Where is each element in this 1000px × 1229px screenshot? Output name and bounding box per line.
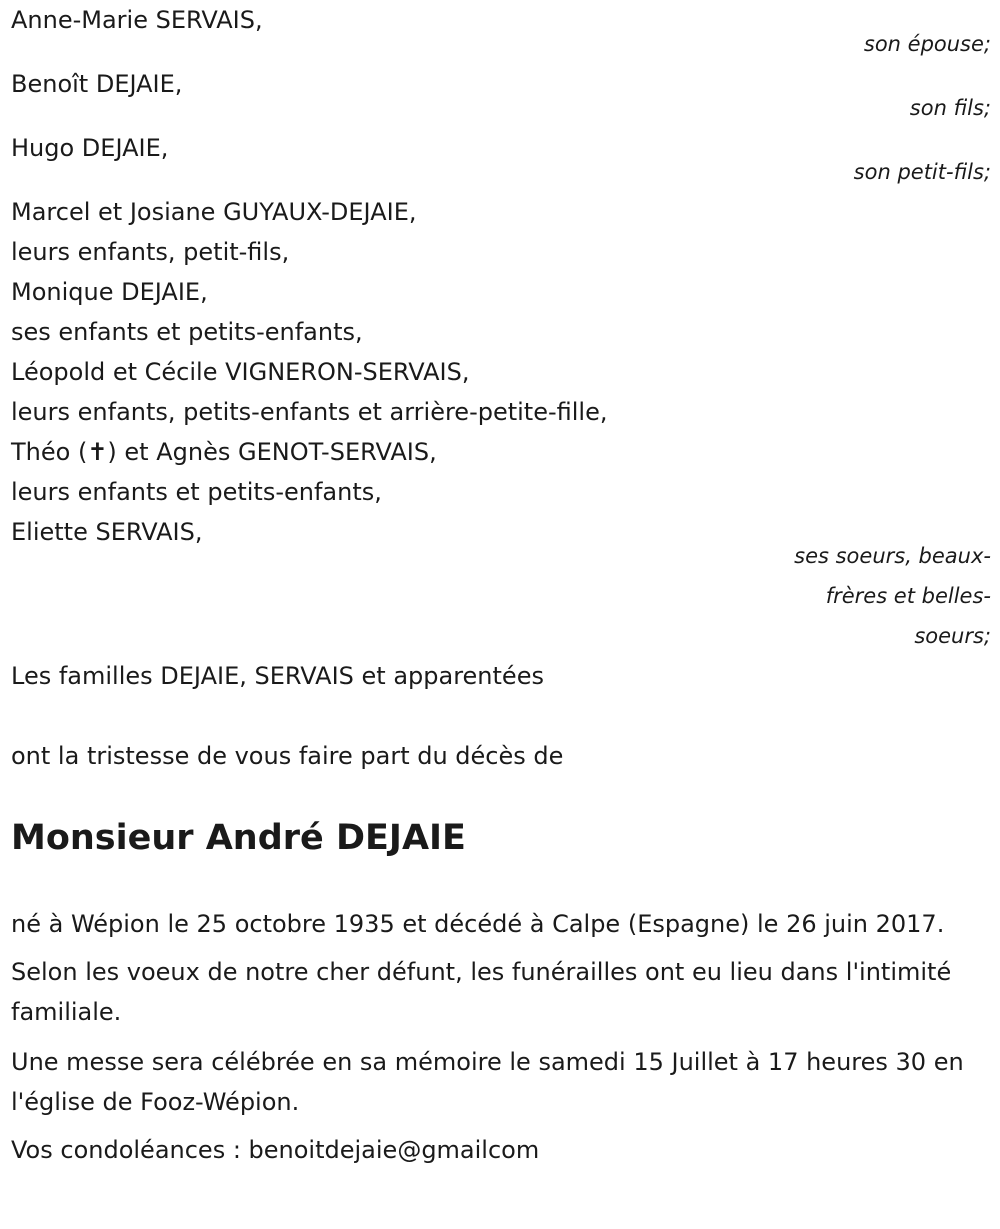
sibling-line: leurs enfants, petits-enfants et arrière-petite-fille,	[11, 398, 608, 426]
mass-details: Une messe sera célébrée en sa mémoire le samedi 15 Juillet à 17 heures 30 en l'église de Fooz-Wépion.	[11, 1048, 964, 1116]
entry-relation-grandson: son petit-fils;	[853, 160, 991, 184]
sibling-line: leurs enfants et petits-enfants,	[11, 478, 382, 506]
sibling-line: Eliette SERVAIS,	[11, 518, 203, 546]
entry-relation-spouse: son épouse;	[863, 32, 991, 56]
siblings-relation: ses soeurs, beaux-frères et belles-soeurs;	[794, 544, 991, 648]
sibling-line: Monique DEJAIE,	[11, 278, 208, 306]
entry-name-grandson: Hugo DEJAIE,	[11, 134, 169, 162]
obituary-document	[11, 0, 991, 1170]
deceased-name: Monsieur André DEJAIE	[11, 818, 466, 858]
sibling-line: Léopold et Cécile VIGNERON-SERVAIS,	[11, 358, 470, 386]
birth-death-details: né à Wépion le 25 octobre 1935 et décédé à Calpe (Espagne) le 26 juin 2017.	[11, 910, 945, 938]
sibling-line: Théo (✝) et Agnès GENOT-SERVAIS,	[11, 438, 437, 466]
families-line: Les familles DEJAIE, SERVAIS et apparentées	[11, 662, 544, 690]
entry-name-son: Benoît DEJAIE,	[11, 70, 183, 98]
sibling-line: ses enfants et petits-enfants,	[11, 318, 363, 346]
funeral-details: Selon les voeux de notre cher défunt, les funérailles ont eu lieu dans l'intimité familiale.	[11, 958, 952, 1026]
entry-relation-son: son fils;	[909, 96, 991, 120]
announcement-line: ont la tristesse de vous faire part du décès de	[11, 742, 564, 770]
sibling-line: leurs enfants, petit-fils,	[11, 238, 290, 266]
sibling-line: Marcel et Josiane GUYAUX-DEJAIE,	[11, 198, 417, 226]
siblings-block	[11, 192, 991, 672]
condolences-line: Vos condoléances : benoitdejaie@gmailcom	[11, 1136, 540, 1164]
entry-name-spouse: Anne-Marie SERVAIS,	[11, 6, 263, 34]
